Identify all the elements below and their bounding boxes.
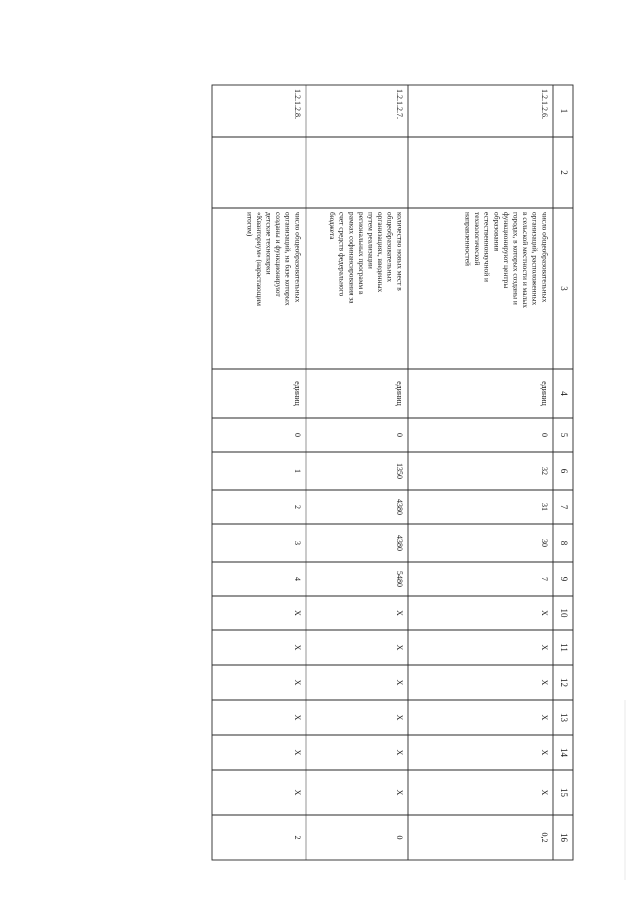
indicator-description-line: рамках софинансирования за xyxy=(347,212,357,304)
column-number: 1 xyxy=(558,108,569,114)
indicator-description-line: региональных программ в xyxy=(356,212,366,295)
indicator-value: 0 xyxy=(395,835,405,840)
indicator-description-line: «Кванториум» (нарастающим xyxy=(254,212,264,306)
indicator-description-line: количество новых мест в xyxy=(395,212,405,291)
column-number: 5 xyxy=(558,432,569,438)
indicator-value: X xyxy=(540,679,550,686)
indicator-value: 4 xyxy=(293,577,303,581)
indicator-value: 0 xyxy=(395,433,405,437)
column-number: 4 xyxy=(558,391,569,396)
indicator-value: X xyxy=(293,644,303,651)
table-row xyxy=(463,89,549,843)
indicator-value: X xyxy=(395,679,405,686)
column-number-header xyxy=(559,109,569,843)
indicator-value: X xyxy=(293,749,303,756)
table-grid xyxy=(212,85,573,860)
indicator-description-line: естественнонаучной и xyxy=(482,212,492,282)
column-number: 6 xyxy=(558,468,569,474)
indicator-value: 31 xyxy=(540,503,550,511)
indicator-value: 30 xyxy=(540,539,550,547)
indicator-description-line: организаций, на базе которых xyxy=(283,212,293,306)
indicator-value: X xyxy=(395,749,405,756)
indicator-value: 32 xyxy=(540,467,550,475)
indicator-description-line: образования xyxy=(492,212,502,251)
indicator-value: 5480 xyxy=(395,571,405,587)
column-number: 14 xyxy=(558,748,569,757)
indicator-value: X xyxy=(395,714,405,721)
column-number: 3 xyxy=(558,286,569,291)
indicator-value: X xyxy=(395,644,405,651)
indicator-value: X xyxy=(293,679,303,686)
unit-of-measure: единиц xyxy=(395,381,405,406)
indicator-description-line: направленностей xyxy=(463,212,473,266)
indicator-value: 1 xyxy=(293,469,303,473)
indicator-description-line: функционируют центры xyxy=(501,212,511,289)
indicator-value: 0,2 xyxy=(540,832,550,843)
indicator-description-line: итогом) xyxy=(245,212,255,237)
unit-of-measure: единиц xyxy=(293,381,303,406)
indicator-value: X xyxy=(293,714,303,721)
column-number: 15 xyxy=(558,788,569,797)
indicator-value: 0 xyxy=(540,433,550,437)
indicator-value: X xyxy=(540,610,550,616)
indicator-value: 2 xyxy=(293,505,303,509)
column-number: 9 xyxy=(558,576,569,582)
column-number: 2 xyxy=(558,170,569,175)
row-code: 1.2.1.2.8. xyxy=(293,89,303,119)
row-code: 1.2.1.2.6. xyxy=(540,89,550,119)
column-number: 8 xyxy=(558,540,569,546)
column-number: 12 xyxy=(558,678,569,687)
indicator-value: 3 xyxy=(293,541,303,545)
indicator-value: X xyxy=(540,789,550,796)
indicator-value: X xyxy=(395,789,405,796)
indicator-value: 1350 xyxy=(395,463,405,479)
indicator-description-line: число общеобразовательных xyxy=(293,212,303,303)
indicator-value: X xyxy=(395,610,405,616)
column-number: 16 xyxy=(558,833,569,842)
indicator-description-line: бюджета xyxy=(328,212,338,240)
indicator-value: X xyxy=(540,714,550,721)
column-number: 10 xyxy=(558,608,569,618)
indicator-description-line: городах, в которых созданы и xyxy=(511,212,521,305)
indicator-value: X xyxy=(293,610,303,616)
indicator-description-line: детские технопарки xyxy=(264,212,274,275)
column-number: 7 xyxy=(558,504,569,510)
indicator-description-line: созданы и функционируют xyxy=(274,212,284,297)
indicator-value: X xyxy=(540,749,550,756)
table-row xyxy=(245,89,302,840)
indicator-description-line: технологической xyxy=(473,212,483,266)
indicator-description-line: число общеобразовательных xyxy=(540,212,550,303)
indicator-description-line: общеобразовательных xyxy=(385,212,395,283)
indicator-value: 7 xyxy=(540,577,550,581)
indicator-description-line: организациях, введенных xyxy=(376,212,386,293)
indicator-description-line: счет средств федерального xyxy=(337,212,347,297)
row-code: 1.2.1.2.7. xyxy=(395,89,405,119)
table-body xyxy=(245,89,549,843)
indicator-value: 4380 xyxy=(395,499,405,515)
indicator-description-line: в сельской местности и малых xyxy=(521,212,531,308)
column-number: 11 xyxy=(558,643,569,652)
indicator-value: 2 xyxy=(293,835,303,840)
indicator-description-line: организаций, расположенных xyxy=(530,212,540,306)
indicator-description-line: путем реализации xyxy=(366,212,376,269)
column-number: 13 xyxy=(558,713,569,722)
indicator-value: 4380 xyxy=(395,535,405,551)
indicator-value: 0 xyxy=(293,433,303,437)
unit-of-measure: единиц xyxy=(540,381,550,406)
table-frame xyxy=(212,85,573,860)
indicator-value: X xyxy=(293,789,303,796)
indicator-value: X xyxy=(540,644,550,651)
table-row xyxy=(328,89,404,840)
